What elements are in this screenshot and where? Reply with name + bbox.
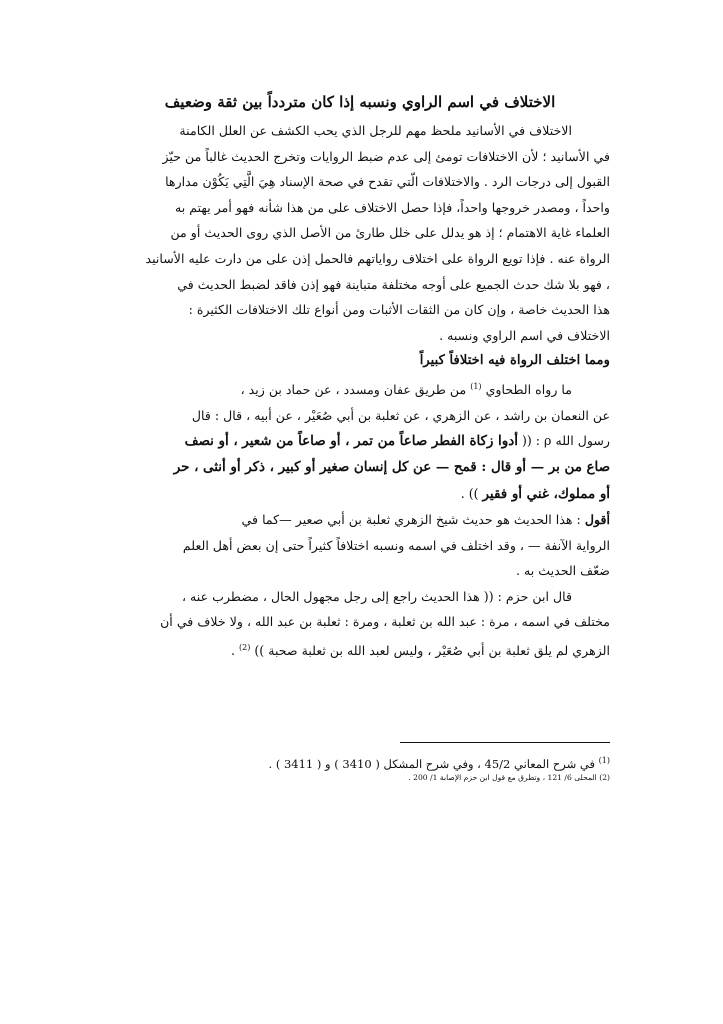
- footnote-2-mark: (2): [599, 773, 610, 782]
- narration-text: )) .: [460, 485, 479, 501]
- paragraph-line: الرواة عنه . فإذا تويع الرواة على اختلاف رواياتهم فالحمل إذن على من دارت عليه الأسانيد: [145, 250, 610, 266]
- narration-text: من طريق عفان ومسدد ، عن حماد بن زيد ،: [240, 382, 467, 398]
- narration-text: رسول الله ρ : ((: [521, 433, 610, 449]
- narration-line: [100, 374, 610, 403]
- comment-text: : هذا الحديث هو حديث شيخ الزهري ثعلبة بن أبي صعير —كما في: [241, 512, 581, 528]
- comment-line: ضعّف الحديث به .: [515, 563, 610, 579]
- paragraph-line: العلماء غاية الاهتمام ؛ إذ هو يدلل على خلل طارئ من الأصل الذي روى الحديث أو من: [170, 225, 610, 241]
- footnote-2-text: المحلى 6/ 121 ، وتطرق مع قول ابن حزم الإصابة 1/ 200 .: [408, 773, 597, 782]
- comment-line: الرواية الآنفة — ، وقد اختلف في اسمه ونسبه اختلافاً كثيراً حتى إن بعض أهل العلم: [182, 537, 610, 553]
- narration-line: عن النعمان بن راشد ، عن الزهري ، عن ثعلبة بن أبي صُعَيْر ، عن أبيه ، قال : قال: [191, 407, 610, 423]
- paragraph-line: واحداً ، ومصدر خروجها واحداً، فإذا حصل الاختلاف على من هذا شأنه فهو أمر يهتم به: [174, 199, 610, 215]
- narration-text: ما رواه الطحاوي: [485, 382, 572, 398]
- footnote-ref-2: (2): [239, 643, 251, 653]
- section-subheading: ومما اختلف الرواة فيه اختلافاً كبيراً: [419, 353, 610, 369]
- quote-text: الزهري لم يلق ثعلبة بن أبي صُعَيْر ، وليس لعبد الله بن ثعلبة صحبة )): [254, 643, 610, 659]
- main-text: [100, 118, 610, 664]
- footnote-1-text: في شرح المعاني 45/2 ، وفي شرح المشكل ( 3410 ) و ( 3411 ) .: [268, 756, 595, 771]
- footnote-2: [320, 772, 610, 784]
- paragraph-line: في الأسانيد ؛ لأن الاختلافات تومئ إلى عدم ضبط الروايات وتخرج الحديث غالباً من حيّز: [162, 148, 610, 164]
- comment-line: [100, 507, 610, 533]
- page-title: الاختلاف في اسم الراوي ونسبه إذا كان متردداً بين ثقة وضعيف: [164, 93, 556, 111]
- paragraph-line: ، فهو بلا شك حدث الجميع على أوجه مختلفة متباينة فهو إذن فاقد لضبط الحديث في: [177, 276, 610, 292]
- narration-line: [100, 481, 610, 508]
- quote-text: .: [231, 643, 236, 659]
- paragraph-line: الاختلاف في اسم الراوي ونسبه .: [439, 327, 610, 343]
- narration-line: [100, 428, 610, 455]
- footnote-1-mark: (1): [598, 756, 610, 765]
- hadith-text: أو مملوك، غني أو فقير: [482, 485, 610, 502]
- paragraph-line: هذا الحديث خاصة ، وإن كان من الثقات الأثبات ومن أنواع تلك الاختلافات الكثيرة :: [188, 302, 610, 318]
- paragraph-line: الاختلاف في الأسانيد ملحظ مهم للرجل الذي يحب الكشف عن العلل الكامنة: [179, 123, 572, 138]
- footnote-1: [240, 752, 610, 773]
- paragraph-line: القبول إلى درجات الرد . والاختلافات الّتي تقدح في صحة الإسناد هِيَ الَّتِي يَكُوْن مدارها: [165, 174, 610, 190]
- quote-line: [100, 635, 610, 664]
- hadith-line: صاع من بر — أو قال : قمح — عن كل إنسان صغير أو كبير ، ذكر أو أنثى ، حر: [173, 458, 610, 475]
- footnote-divider: [400, 742, 610, 743]
- hadith-text: أدوا زكاة الفطر صاعاً من تمر ، أو صاعاً من شعير ، أو نصف: [184, 433, 518, 450]
- quote-line: مختلف في اسمه ، مرة : عبد الله بن ثعلبة ، ومرة : ثعلبة بن عبد الله ، ولا خلاف في أن: [160, 614, 610, 630]
- quote-line: قال ابن حزم : (( هذا الحديث راجع إلى رجل مجهول الحال ، مضطرب عنه ،: [181, 588, 572, 604]
- footnote-ref-1: (1): [470, 381, 482, 391]
- comment-label: أقول: [584, 512, 610, 528]
